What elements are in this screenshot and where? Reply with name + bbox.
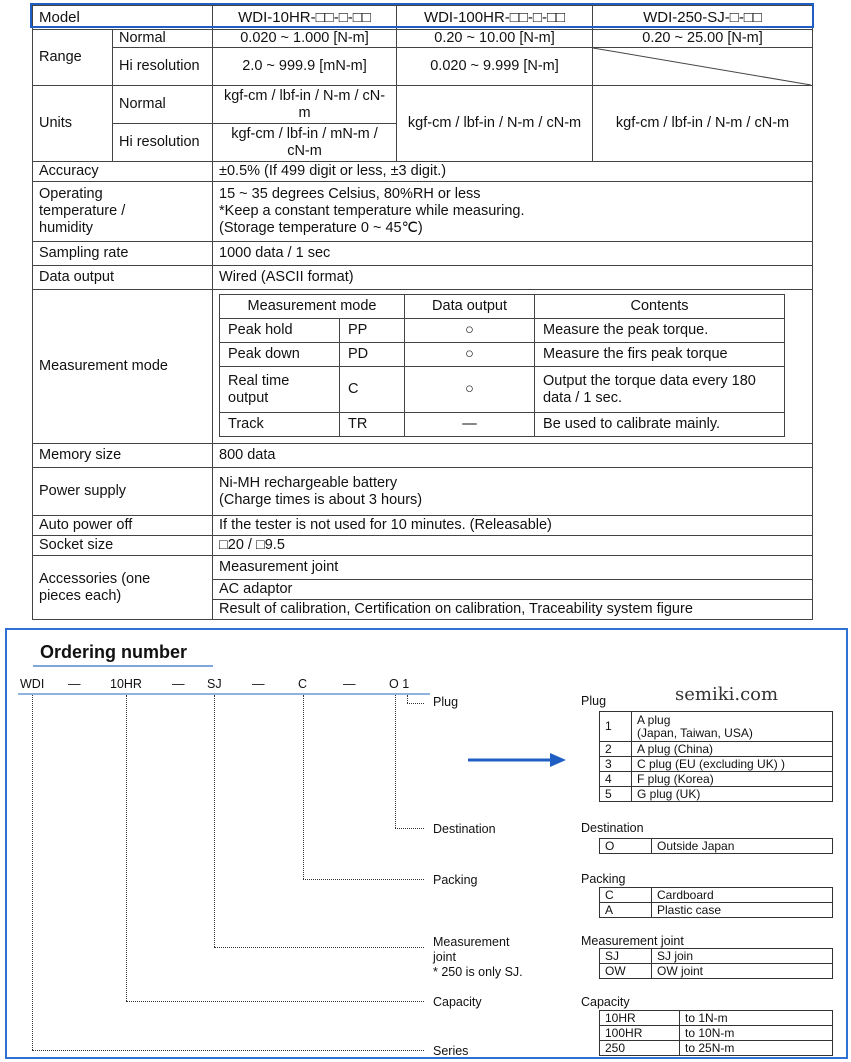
range-normal-row — [33, 30, 813, 48]
mode-contents: Measure the firs peak torque — [535, 343, 785, 367]
capacity-table — [599, 1010, 833, 1056]
memory-value: 800 data — [213, 444, 813, 468]
mode-contents: Measure the peak torque. — [535, 319, 785, 343]
packing-row — [600, 888, 833, 903]
plug-desc — [632, 712, 833, 742]
range-normal-label: Normal — [113, 30, 213, 48]
mode-output: ○ — [405, 367, 535, 413]
plug-row — [600, 787, 833, 802]
operating-line: (Storage temperature 0 ~ 45℃) — [219, 220, 423, 236]
mode-header-row — [220, 295, 785, 319]
label-joint-note: * 250 is only SJ. — [433, 965, 523, 979]
mode-row — [220, 367, 785, 413]
accuracy-row — [33, 162, 813, 182]
range-label: Range — [33, 30, 113, 86]
destination-desc: Outside Japan — [652, 839, 833, 854]
sampling-value: 1000 data / 1 sec — [213, 242, 813, 266]
operating-line: 15 ~ 35 degrees Celsius, 80%RH or less — [219, 186, 481, 202]
model-250: WDI-250-SJ-□-□□ — [593, 6, 813, 30]
joint-table-title: Measurement joint — [581, 934, 684, 948]
power-label: Power supply — [33, 468, 213, 516]
mode-output: ○ — [405, 319, 535, 343]
auto-off-label: Auto power off — [33, 516, 213, 536]
capacity-code: 10HR — [600, 1011, 680, 1026]
packing-leader — [303, 695, 304, 879]
measurement-mode-table — [219, 294, 785, 437]
code-dash: — — [343, 677, 356, 691]
model-10hr: WDI-10HR-□□-□-□□ — [213, 6, 397, 30]
capacity-leader — [126, 695, 127, 1001]
data-output-label: Data output — [33, 266, 213, 290]
capacity-row — [600, 1011, 833, 1026]
label-joint-line: Measurement — [433, 935, 510, 949]
socket-label: Socket size — [33, 536, 213, 556]
range-normal-100hr: 0.20 ~ 10.00 [N-m] — [397, 30, 593, 48]
units-hires-label: Hi resolution — [113, 124, 213, 162]
plug-row — [600, 757, 833, 772]
packing-table-title: Packing — [581, 872, 626, 886]
mode-output: ○ — [405, 343, 535, 367]
accessory-item: Measurement joint — [213, 556, 813, 580]
spec-table — [32, 5, 813, 620]
auto-off-row — [33, 516, 813, 536]
plug-leader — [407, 703, 424, 704]
plug-desc: A plug (China) — [632, 742, 833, 757]
packing-row — [600, 903, 833, 918]
packing-table — [599, 887, 833, 918]
label-joint — [433, 935, 523, 980]
capacity-desc: to 1N-m — [680, 1011, 833, 1026]
range-hires-row — [33, 48, 813, 86]
joint-code: OW — [600, 964, 652, 979]
destination-leader — [395, 695, 396, 828]
ordering-title: Ordering number — [40, 642, 188, 662]
plug-table — [599, 711, 833, 802]
accessories-row — [33, 556, 813, 580]
mode-header: Measurement mode — [220, 295, 405, 319]
capacity-desc: to 10N-m — [680, 1026, 833, 1041]
mode-name: Real time output — [220, 367, 340, 413]
code-capacity: 10HR — [110, 677, 142, 691]
plug-table-title: Plug — [581, 694, 607, 708]
code-dash: — — [172, 677, 185, 691]
operating-label: Operating temperature / humidity — [33, 182, 213, 242]
operating-value — [213, 182, 813, 242]
plug-code: 4 — [600, 772, 632, 787]
memory-row — [33, 444, 813, 468]
mode-name: Peak hold — [220, 319, 340, 343]
plug-desc-line: A plug — [637, 712, 671, 727]
data-output-value: Wired (ASCII format) — [213, 266, 813, 290]
arrow-right-icon — [466, 750, 568, 770]
power-value — [213, 468, 813, 516]
plug-desc: C plug (EU (excluding UK) ) — [632, 757, 833, 772]
packing-desc: Plastic case — [652, 903, 833, 918]
code-destination-plug: O 1 — [389, 677, 410, 691]
capacity-code: 250 — [600, 1041, 680, 1056]
capacity-code: 100HR — [600, 1026, 680, 1041]
mode-code: PP — [340, 319, 405, 343]
mode-header: Data output — [405, 295, 535, 319]
model-row-highlight — [30, 3, 814, 28]
range-hires-10hr: 2.0 ~ 999.9 [mN-m] — [213, 48, 397, 86]
range-normal-250: 0.20 ~ 25.00 [N-m] — [593, 30, 813, 48]
sampling-label: Sampling rate — [33, 242, 213, 266]
packing-code: C — [600, 888, 652, 903]
plug-code: 1 — [600, 712, 632, 742]
units-normal-row — [33, 86, 813, 124]
units-hires-10hr: kgf-cm / lbf-in / mN-m / cN-m — [213, 124, 397, 162]
memory-label: Memory size — [33, 444, 213, 468]
range-normal-10hr: 0.020 ~ 1.000 [N-m] — [213, 30, 397, 48]
destination-row — [600, 839, 833, 854]
label-destination: Destination — [433, 822, 496, 836]
units-250: kgf-cm / lbf-in / N-m / cN-m — [593, 86, 813, 162]
label-joint-line: joint — [433, 950, 456, 964]
model-label: Model — [33, 6, 213, 30]
units-100hr: kgf-cm / lbf-in / N-m / cN-m — [397, 86, 593, 162]
capacity-desc: to 25N-m — [680, 1041, 833, 1056]
code-dash: — — [68, 677, 81, 691]
plug-desc-line: (Japan, Taiwan, USA) — [637, 725, 753, 740]
accuracy-label: Accuracy — [33, 162, 213, 182]
joint-desc: SJ join — [652, 949, 833, 964]
packing-leader — [303, 879, 424, 880]
mode-name: Peak down — [220, 343, 340, 367]
mode-row — [220, 343, 785, 367]
destination-code: O — [600, 839, 652, 854]
mode-output: — — [405, 413, 535, 437]
joint-row — [600, 964, 833, 979]
plug-row — [600, 712, 833, 742]
mode-name: Track — [220, 413, 340, 437]
joint-row — [600, 949, 833, 964]
capacity-row — [600, 1041, 833, 1056]
series-leader — [32, 695, 33, 1050]
accessory-item: AC adaptor — [213, 580, 813, 600]
plug-desc: G plug (UK) — [632, 787, 833, 802]
socket-row — [33, 536, 813, 556]
plug-code: 5 — [600, 787, 632, 802]
plug-code: 2 — [600, 742, 632, 757]
watermark: semiki.com — [675, 684, 779, 705]
power-row — [33, 468, 813, 516]
joint-code: SJ — [600, 949, 652, 964]
data-output-row — [33, 266, 813, 290]
accessories-label: Accessories (one pieces each) — [33, 556, 213, 620]
code-underline — [18, 693, 430, 695]
destination-leader — [395, 828, 424, 829]
diagonal-slash — [593, 48, 811, 85]
mode-row — [220, 413, 785, 437]
joint-desc: OW joint — [652, 964, 833, 979]
plug-code: 3 — [600, 757, 632, 772]
measurement-mode-row — [33, 290, 813, 444]
units-label: Units — [33, 86, 113, 162]
units-normal-10hr: kgf-cm / lbf-in / N-m / cN-m — [213, 86, 397, 124]
joint-leader — [214, 695, 215, 947]
packing-code: A — [600, 903, 652, 918]
range-hires-label: Hi resolution — [113, 48, 213, 86]
plug-row — [600, 742, 833, 757]
capacity-table-title: Capacity — [581, 995, 630, 1009]
mode-contents: Be used to calibrate mainly. — [535, 413, 785, 437]
code-series: WDI — [20, 677, 45, 691]
accessory-item: Result of calibration, Certification on calibration, Traceability system figure — [213, 600, 813, 620]
mode-contents: Output the torque data every 180 data / 1 sec. — [535, 367, 785, 413]
label-packing: Packing — [433, 873, 478, 887]
series-leader — [32, 1050, 424, 1051]
mode-code: C — [340, 367, 405, 413]
accuracy-value: ±0.5% (If 499 digit or less, ±3 digit.) — [213, 162, 813, 182]
measurement-mode-label: Measurement mode — [33, 290, 213, 444]
mode-row — [220, 319, 785, 343]
label-series: Series — [433, 1044, 469, 1058]
operating-row — [33, 182, 813, 242]
power-line: (Charge times is about 3 hours) — [219, 491, 423, 508]
code-packing: C — [298, 677, 308, 691]
sampling-row — [33, 242, 813, 266]
destination-table-title: Destination — [581, 821, 644, 835]
ordering-title-underline — [33, 665, 213, 667]
capacity-row — [600, 1026, 833, 1041]
plug-row — [600, 772, 833, 787]
range-hires-250-na — [593, 48, 813, 86]
auto-off-value: If the tester is not used for 10 minutes. (Releasable) — [213, 516, 813, 536]
units-normal-label: Normal — [113, 86, 213, 124]
plug-desc: F plug (Korea) — [632, 772, 833, 787]
operating-line: *Keep a constant temperature while measuring. — [219, 203, 525, 219]
range-hires-100hr: 0.020 ~ 9.999 [N-m] — [397, 48, 593, 86]
socket-value: □20 / □9.5 — [213, 536, 813, 556]
joint-leader — [214, 947, 424, 948]
packing-desc: Cardboard — [652, 888, 833, 903]
code-dash: — — [252, 677, 265, 691]
power-line: Ni-MH rechargeable battery — [219, 474, 398, 491]
mode-code: TR — [340, 413, 405, 437]
capacity-leader — [126, 1001, 424, 1002]
joint-table — [599, 948, 833, 979]
model-100hr: WDI-100HR-□□-□-□□ — [397, 6, 593, 30]
label-capacity: Capacity — [433, 995, 482, 1009]
mode-header: Contents — [535, 295, 785, 319]
destination-table — [599, 838, 833, 854]
code-joint: SJ — [207, 677, 222, 691]
label-plug: Plug — [433, 695, 459, 709]
mode-code: PD — [340, 343, 405, 367]
plug-leader — [407, 695, 408, 703]
